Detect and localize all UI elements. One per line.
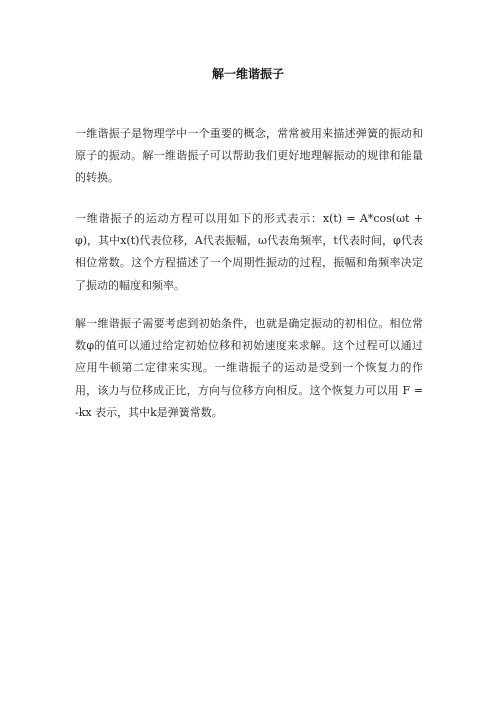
document-title: 解一维谐振子 <box>211 67 284 81</box>
paragraph-equation: 一维谐振子的运动方程可以用如下的形式表示：x(t) = A*cos(ωt + φ)，其中x(t)代表位移，A代表振幅，ω代表角频率，t代表时间，φ代表相位常数。这个方程描述了一个周期性振动的过程，振幅和角频率决定了振动的幅度和频率。 <box>75 212 423 292</box>
paragraph-solution: 解一维谐振子需要考虑到初始条件，也就是确定振动的初相位。相位常数φ的值可以通过给定初始位移和初始速度来求解。这个过程可以通过应用牛顿第二定律来实现。一维谐振子的运动是受到一个恢复力的作用，该力与位移成正比，方向与位移方向相反。这个恢复力可以用 F = -kx 表示，其中k是弹簧常数。 <box>75 317 423 419</box>
paragraph-intro: 一维谐振子是物理学中一个重要的概念，常常被用来描述弹簧的振动和原子的振动。解一维谐振子可以帮助我们更好地理解振动的规律和能量的转换。 <box>75 127 423 185</box>
